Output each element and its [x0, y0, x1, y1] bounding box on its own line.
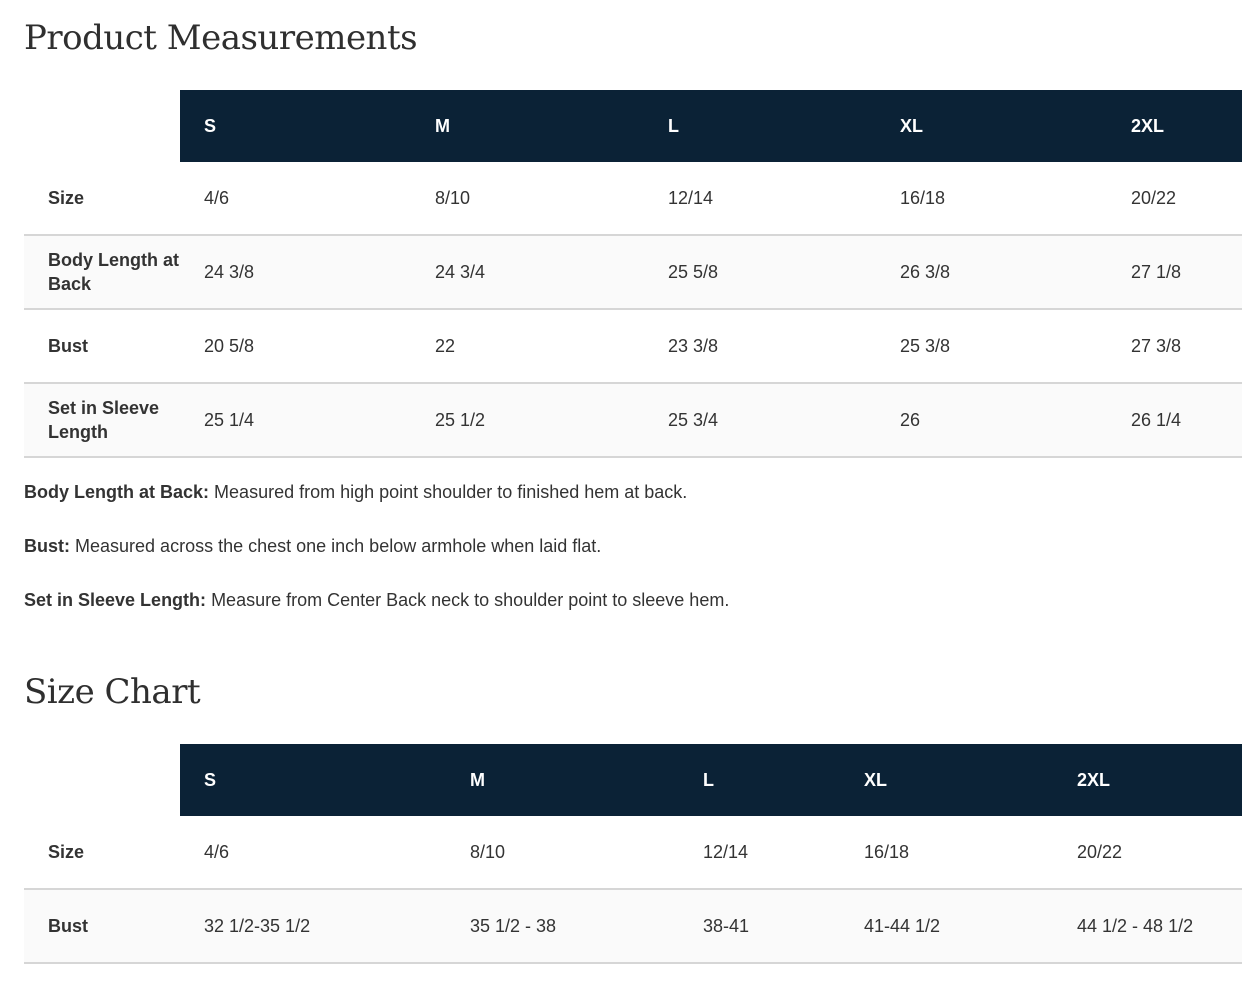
table-cell: 16/18 [840, 816, 1053, 889]
table-cell: 25 3/4 [644, 383, 876, 457]
row-label-body-length: Body Length at Back [24, 235, 180, 309]
table-cell: 27 1/8 [1107, 235, 1242, 309]
table-cell: 44 1/2 - 48 1/2 [1053, 889, 1242, 963]
column-header-xl: XL [876, 90, 1107, 162]
table-cell: 4/6 [180, 816, 446, 889]
table-cell: 20 5/8 [180, 309, 411, 383]
table-cell: 20/22 [1053, 816, 1242, 889]
table-cell: 32 1/2-35 1/2 [180, 889, 446, 963]
note-term: Set in Sleeve Length: [24, 590, 207, 610]
table-row [24, 235, 1242, 309]
note-sleeve-length [24, 588, 1224, 612]
note-body-length [24, 480, 1224, 504]
note-term: Bust: [24, 536, 70, 556]
table-cell: 26 1/4 [1107, 383, 1242, 457]
column-header-m: M [411, 90, 644, 162]
note-text: Measured across the chest one inch below armhole when laid flat. [75, 536, 602, 556]
column-header-2xl: 2XL [1053, 744, 1242, 816]
column-header-s: S [180, 744, 446, 816]
table-cell: 26 3/8 [876, 235, 1107, 309]
column-header-xl: XL [840, 744, 1053, 816]
size-chart-heading: Size Chart [24, 672, 201, 712]
table-header-row [24, 90, 1242, 162]
table-cell: 23 3/8 [644, 309, 876, 383]
size-chart-table [24, 744, 1242, 964]
row-label-bust: Bust [24, 309, 180, 383]
table-cell: 25 1/4 [180, 383, 411, 457]
table-row [24, 162, 1242, 235]
table-cell: 25 5/8 [644, 235, 876, 309]
table-cell: 12/14 [679, 816, 840, 889]
table-row [24, 889, 1242, 963]
row-label-sleeve-length: Set in Sleeve Length [24, 383, 180, 457]
table-header-row [24, 744, 1242, 816]
column-header-2xl: 2XL [1107, 90, 1242, 162]
header-corner-cell [24, 90, 180, 162]
table-cell: 22 [411, 309, 644, 383]
measurement-notes [24, 480, 1224, 642]
note-text: Measured from high point shoulder to finished hem at back. [214, 482, 688, 502]
table-cell: 12/14 [644, 162, 876, 235]
note-term: Body Length at Back: [24, 482, 210, 502]
table-cell: 35 1/2 - 38 [446, 889, 679, 963]
table-cell: 8/10 [446, 816, 679, 889]
table-cell: 24 3/8 [180, 235, 411, 309]
table-cell: 24 3/4 [411, 235, 644, 309]
table-cell: 4/6 [180, 162, 411, 235]
product-measurements-table [24, 90, 1242, 458]
column-header-l: L [679, 744, 840, 816]
row-label-size: Size [24, 162, 180, 235]
table-cell: 41-44 1/2 [840, 889, 1053, 963]
table-cell: 16/18 [876, 162, 1107, 235]
column-header-l: L [644, 90, 876, 162]
table-cell: 25 1/2 [411, 383, 644, 457]
table-row [24, 816, 1242, 889]
column-header-s: S [180, 90, 411, 162]
product-measurements-heading: Product Measurements [24, 18, 418, 58]
column-header-m: M [446, 744, 679, 816]
table-cell: 26 [876, 383, 1107, 457]
table-row [24, 309, 1242, 383]
table-cell: 25 3/8 [876, 309, 1107, 383]
table-cell: 20/22 [1107, 162, 1242, 235]
table-cell: 27 3/8 [1107, 309, 1242, 383]
table-cell: 8/10 [411, 162, 644, 235]
row-label-bust: Bust [24, 889, 180, 963]
note-bust [24, 534, 1224, 558]
table-row [24, 383, 1242, 457]
note-text: Measure from Center Back neck to shoulder point to sleeve hem. [211, 590, 730, 610]
row-label-size: Size [24, 816, 180, 889]
header-corner-cell [24, 744, 180, 816]
table-cell: 38-41 [679, 889, 840, 963]
